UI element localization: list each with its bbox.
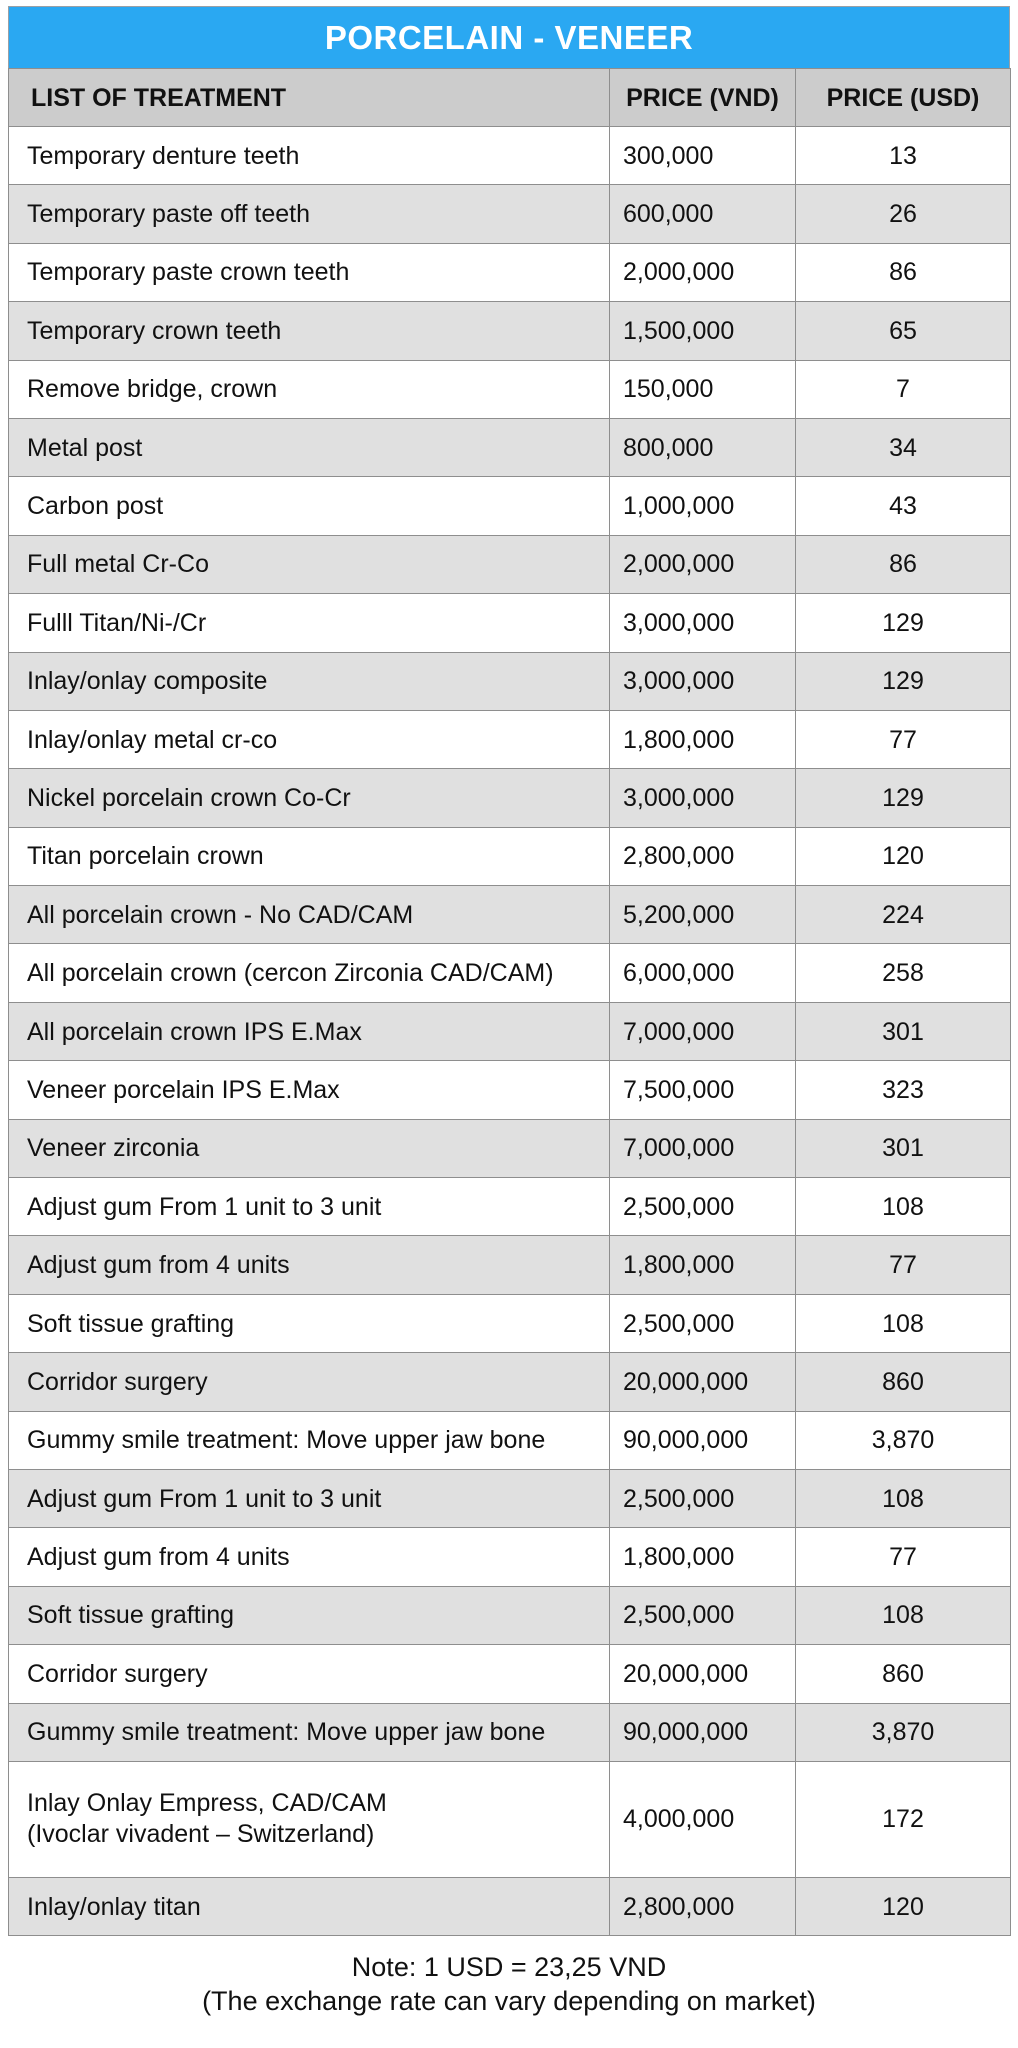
treatment-name: Carbon post — [27, 492, 164, 521]
price-usd-cell: 77 — [796, 710, 1011, 768]
page-title: PORCELAIN - VENEER — [8, 6, 1010, 68]
price-vnd-cell: 300,000 — [610, 127, 796, 185]
price-vnd-cell: 7,000,000 — [610, 1002, 796, 1060]
treatment-name: Soft tissue grafting — [27, 1309, 235, 1338]
price-usd-cell: 301 — [796, 1119, 1011, 1177]
treatment-name-cell — [9, 1236, 610, 1294]
treatment-name: Inlay/onlay metal cr-co — [27, 725, 278, 754]
price-usd-cell: 34 — [796, 418, 1011, 476]
treatment-name: Full metal Cr-Co — [27, 550, 209, 579]
treatment-name-cell — [9, 1294, 610, 1352]
treatment-name: Veneer porcelain IPS E.Max — [27, 1075, 340, 1104]
price-usd-cell: 860 — [796, 1353, 1011, 1411]
treatment-name: Fulll Titan/Ni-/Cr — [27, 608, 207, 637]
table-row — [9, 1877, 1011, 1935]
treatment-name-cell — [9, 302, 610, 360]
treatment-name-cell — [9, 1528, 610, 1586]
price-vnd-cell: 4,000,000 — [610, 1761, 796, 1877]
treatment-name-cell — [9, 1877, 610, 1935]
table-body — [9, 127, 1011, 1936]
treatment-name: Gummy smile treatment: Move upper jaw bone — [27, 1718, 546, 1747]
table-row — [9, 652, 1011, 710]
treatment-name: Adjust gum From 1 unit to 3 unit — [27, 1192, 382, 1221]
treatment-name: Remove bridge, crown — [27, 375, 278, 404]
treatment-name-cell — [9, 652, 610, 710]
treatment-name: Corridor surgery — [27, 1659, 208, 1688]
price-usd-cell: 13 — [796, 127, 1011, 185]
table-row — [9, 127, 1011, 185]
treatment-name-cell — [9, 1002, 610, 1060]
exchange-rate-note — [8, 1950, 1010, 2018]
price-vnd-cell: 1,000,000 — [610, 477, 796, 535]
note-line-2: (The exchange rate can vary depending on market) — [202, 1986, 816, 2017]
treatment-name-cell — [9, 1061, 610, 1119]
treatment-name: All porcelain crown IPS E.Max — [27, 1017, 362, 1046]
price-usd-cell: 129 — [796, 769, 1011, 827]
price-usd-cell: 77 — [796, 1236, 1011, 1294]
price-vnd-cell: 5,200,000 — [610, 886, 796, 944]
price-vnd-cell: 2,500,000 — [610, 1178, 796, 1236]
treatment-name: Inlay/onlay titan — [27, 1892, 201, 1921]
column-header-price-vnd: PRICE (VND) — [610, 69, 796, 127]
column-header-price-usd: PRICE (USD) — [796, 69, 1011, 127]
treatment-name: Gummy smile treatment: Move upper jaw bone — [27, 1426, 546, 1455]
price-usd-cell: 129 — [796, 652, 1011, 710]
price-usd-cell: 86 — [796, 243, 1011, 301]
header-row — [9, 69, 1011, 127]
price-vnd-cell: 1,800,000 — [610, 710, 796, 768]
price-usd-cell: 129 — [796, 594, 1011, 652]
treatment-name-cell — [9, 360, 610, 418]
price-usd-cell: 301 — [796, 1002, 1011, 1060]
price-usd-cell: 120 — [796, 827, 1011, 885]
table-row — [9, 886, 1011, 944]
treatment-name-cell — [9, 1353, 610, 1411]
price-usd-cell: 26 — [796, 185, 1011, 243]
price-vnd-cell: 2,500,000 — [610, 1586, 796, 1644]
price-usd-cell: 323 — [796, 1061, 1011, 1119]
treatment-name-cell — [9, 243, 610, 301]
price-vnd-cell: 1,500,000 — [610, 302, 796, 360]
price-usd-cell: 258 — [796, 944, 1011, 1002]
treatment-name-cell — [9, 944, 610, 1002]
treatment-name: Temporary crown teeth — [27, 316, 282, 345]
table-row — [9, 1469, 1011, 1527]
treatment-name: Temporary paste crown teeth — [27, 258, 350, 287]
price-vnd-cell: 1,800,000 — [610, 1528, 796, 1586]
price-vnd-cell: 2,000,000 — [610, 535, 796, 593]
price-usd-cell: 108 — [796, 1469, 1011, 1527]
treatment-name-cell — [9, 1411, 610, 1469]
price-vnd-cell: 90,000,000 — [610, 1411, 796, 1469]
table-row — [9, 360, 1011, 418]
treatment-name: Metal post — [27, 433, 143, 462]
price-vnd-cell: 7,000,000 — [610, 1119, 796, 1177]
treatment-name: Nickel porcelain crown Co-Cr — [27, 783, 351, 812]
price-usd-cell: 65 — [796, 302, 1011, 360]
price-usd-cell: 77 — [796, 1528, 1011, 1586]
table-row — [9, 243, 1011, 301]
table-row — [9, 594, 1011, 652]
treatment-name: Corridor surgery — [27, 1367, 208, 1396]
treatment-name: All porcelain crown - No CAD/CAM — [27, 900, 414, 929]
price-vnd-cell: 3,000,000 — [610, 769, 796, 827]
table-row — [9, 418, 1011, 476]
treatment-name-cell — [9, 1703, 610, 1761]
treatment-name-cell — [9, 185, 610, 243]
table-row — [9, 1645, 1011, 1703]
table-row — [9, 1294, 1011, 1352]
table-row — [9, 1411, 1011, 1469]
treatment-name-cell — [9, 477, 610, 535]
price-vnd-cell: 20,000,000 — [610, 1353, 796, 1411]
price-sheet — [8, 6, 1010, 2018]
treatment-name: Inlay/onlay composite — [27, 667, 268, 696]
price-usd-cell: 7 — [796, 360, 1011, 418]
price-usd-cell: 120 — [796, 1877, 1011, 1935]
treatment-name: Temporary denture teeth — [27, 141, 300, 170]
price-usd-cell: 108 — [796, 1586, 1011, 1644]
note-line-1: Note: 1 USD = 23,25 VND — [351, 1952, 667, 1983]
price-vnd-cell: 600,000 — [610, 185, 796, 243]
treatment-name: Inlay Onlay Empress, CAD/CAM — [27, 1789, 387, 1818]
treatment-name: Soft tissue grafting — [27, 1601, 235, 1630]
treatment-name: Temporary paste off teeth — [27, 200, 311, 229]
table-row — [9, 302, 1011, 360]
table-row — [9, 1178, 1011, 1236]
treatment-name: Veneer zirconia — [27, 1134, 200, 1163]
table-row — [9, 1703, 1011, 1761]
price-vnd-cell: 2,500,000 — [610, 1469, 796, 1527]
price-vnd-cell: 1,800,000 — [610, 1236, 796, 1294]
price-vnd-cell: 7,500,000 — [610, 1061, 796, 1119]
price-vnd-cell: 3,000,000 — [610, 594, 796, 652]
table-row — [9, 1761, 1011, 1877]
treatment-name-cell — [9, 1178, 610, 1236]
treatment-name-cell — [9, 1645, 610, 1703]
treatment-name-cell — [9, 1469, 610, 1527]
treatment-name-cell — [9, 827, 610, 885]
price-vnd-cell: 2,800,000 — [610, 827, 796, 885]
price-usd-cell: 3,870 — [796, 1411, 1011, 1469]
price-usd-cell: 172 — [796, 1761, 1011, 1877]
table-row — [9, 1586, 1011, 1644]
price-vnd-cell: 20,000,000 — [610, 1645, 796, 1703]
table-row — [9, 827, 1011, 885]
price-usd-cell: 43 — [796, 477, 1011, 535]
treatment-name: Titan porcelain crown — [27, 842, 264, 871]
price-vnd-cell: 2,800,000 — [610, 1877, 796, 1935]
table-row — [9, 477, 1011, 535]
treatment-name-cell — [9, 127, 610, 185]
price-vnd-cell: 6,000,000 — [610, 944, 796, 1002]
treatment-name-cell — [9, 769, 610, 827]
treatment-name-cell — [9, 418, 610, 476]
table-row — [9, 1061, 1011, 1119]
price-usd-cell: 108 — [796, 1294, 1011, 1352]
table-row — [9, 1236, 1011, 1294]
table-row — [9, 769, 1011, 827]
price-usd-cell: 860 — [796, 1645, 1011, 1703]
treatment-name-cell — [9, 535, 610, 593]
table-row — [9, 1353, 1011, 1411]
treatment-name-cell — [9, 1761, 610, 1877]
price-usd-cell: 3,870 — [796, 1703, 1011, 1761]
treatment-name-cell — [9, 886, 610, 944]
treatment-name: All porcelain crown (cercon Zirconia CAD/CAM) — [27, 959, 554, 988]
price-vnd-cell: 150,000 — [610, 360, 796, 418]
table-row — [9, 1002, 1011, 1060]
price-vnd-cell: 2,000,000 — [610, 243, 796, 301]
price-vnd-cell: 2,500,000 — [610, 1294, 796, 1352]
price-vnd-cell: 800,000 — [610, 418, 796, 476]
table-row — [9, 1528, 1011, 1586]
treatment-name-cell — [9, 710, 610, 768]
price-vnd-cell: 3,000,000 — [610, 652, 796, 710]
price-vnd-cell: 90,000,000 — [610, 1703, 796, 1761]
price-usd-cell: 86 — [796, 535, 1011, 593]
treatment-name: Adjust gum from 4 units — [27, 1543, 290, 1572]
treatment-name: Adjust gum from 4 units — [27, 1251, 290, 1280]
treatment-name-cell — [9, 1586, 610, 1644]
treatment-name-line-2: (Ivoclar vivadent – Switzerland) — [27, 1820, 375, 1849]
treatment-name-cell — [9, 1119, 610, 1177]
treatment-name-cell — [9, 594, 610, 652]
table-header — [9, 69, 1011, 127]
table-row — [9, 1119, 1011, 1177]
price-usd-cell: 108 — [796, 1178, 1011, 1236]
price-table — [8, 68, 1011, 1936]
price-usd-cell: 224 — [796, 886, 1011, 944]
table-row — [9, 710, 1011, 768]
treatment-name: Adjust gum From 1 unit to 3 unit — [27, 1484, 382, 1513]
table-row — [9, 535, 1011, 593]
column-header-treatment: LIST OF TREATMENT — [9, 69, 610, 127]
table-row — [9, 944, 1011, 1002]
table-row — [9, 185, 1011, 243]
